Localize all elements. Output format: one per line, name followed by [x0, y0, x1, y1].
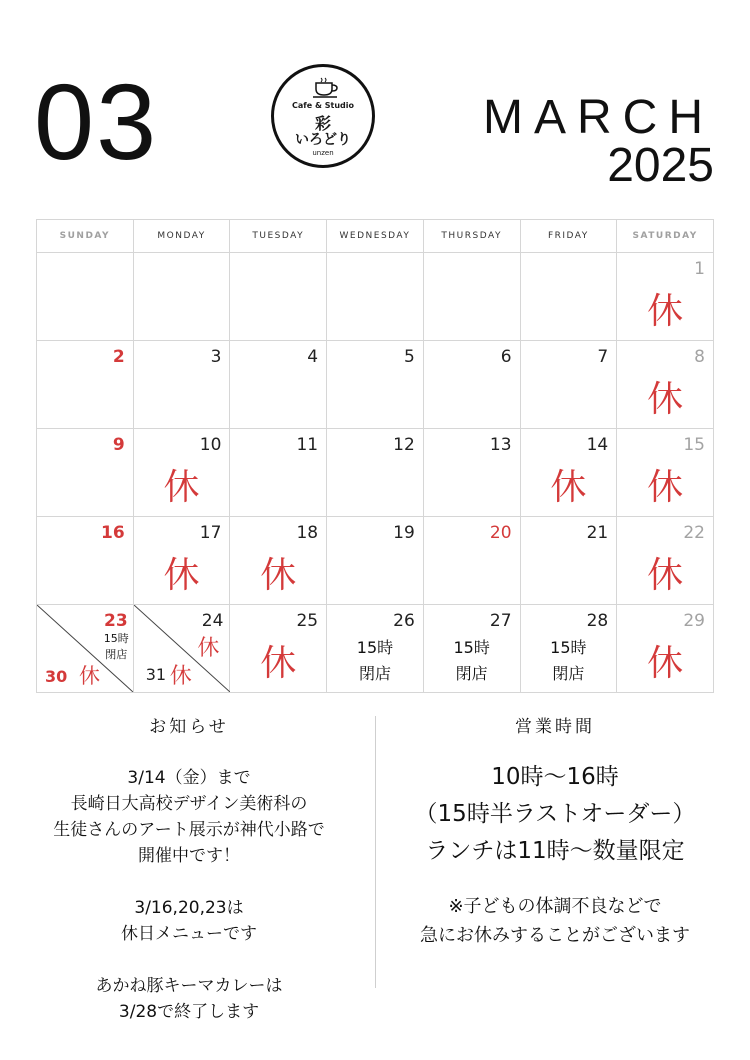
day-number: 13 — [489, 435, 512, 455]
day-number: 10 — [199, 435, 222, 455]
logo-line2: 彩 — [314, 114, 331, 133]
day-cell-6 — [423, 341, 520, 429]
day-cell-26 — [327, 605, 424, 693]
hours-lines: 10時〜16時 （15時半ラストオーダー） ランチは11時〜数量限定 — [414, 764, 696, 864]
day-cell-empty — [327, 253, 424, 341]
day-cell-13 — [423, 429, 520, 517]
day-number: 14 — [586, 435, 609, 455]
day-number: 28 — [586, 611, 609, 631]
day-number: 1 — [694, 259, 705, 279]
day-cell-20 — [423, 517, 520, 605]
notice-paragraph: あかね豚キーマカレーは 3/28で終了します — [95, 976, 283, 1022]
section-divider — [375, 716, 376, 988]
day-cell-19 — [327, 517, 424, 605]
weekday-wednesday: WEDNESDAY — [327, 220, 424, 253]
weekday-monday: MONDAY — [133, 220, 230, 253]
week-row — [37, 341, 714, 429]
day-number: 5 — [403, 347, 415, 367]
early-close-note: 15時 閉店 — [356, 638, 394, 683]
closed-mark: 休 — [647, 291, 684, 332]
day-cell-7 — [520, 341, 617, 429]
day-number: 26 — [393, 611, 415, 631]
closed-mark: 休 — [647, 467, 684, 508]
day-cell-9 — [37, 429, 134, 517]
day-number: 3 — [210, 347, 222, 367]
day-cell-17 — [133, 517, 230, 605]
day-cell-1 — [617, 253, 714, 341]
week-row — [37, 429, 714, 517]
day-number: 24 — [201, 611, 224, 631]
day-cell-empty — [133, 253, 230, 341]
day-number: 25 — [296, 611, 319, 631]
closed-mark: 休 — [163, 467, 200, 508]
day-cell-11 — [230, 429, 327, 517]
closed-mark: 休 — [197, 636, 220, 661]
day-cell-10 — [133, 429, 230, 517]
coffee-cup-icon — [311, 77, 341, 99]
weekday-tuesday: TUESDAY — [230, 220, 327, 253]
day-cell-25 — [230, 605, 327, 693]
hours-note: ※子どもの体調不良などで 急にお休みすることがございます — [420, 896, 690, 946]
year: 2025 — [607, 139, 714, 192]
day-cell-24-31 — [133, 605, 230, 693]
weekday-thursday: THURSDAY — [423, 220, 520, 253]
weekday-sunday: SUNDAY — [37, 220, 134, 253]
week-row — [37, 253, 714, 341]
day-cell-empty — [520, 253, 617, 341]
day-cell-28 — [520, 605, 617, 693]
day-cell-empty — [423, 253, 520, 341]
closed-mark: 休 — [169, 664, 192, 689]
day-number: 18 — [296, 523, 319, 543]
day-number: 20 — [489, 523, 512, 543]
day-number: 22 — [683, 523, 705, 543]
day-number: 7 — [597, 347, 609, 367]
day-number: 15 — [683, 435, 705, 455]
closed-mark: 休 — [647, 643, 684, 684]
day-cell-empty — [37, 253, 134, 341]
weekday-friday: FRIDAY — [520, 220, 617, 253]
day-number: 12 — [393, 435, 415, 455]
closed-mark: 休 — [647, 379, 684, 420]
closed-mark: 休 — [260, 555, 297, 596]
day-cell-16 — [37, 517, 134, 605]
notice-title: お知らせ — [149, 717, 229, 737]
day-number: 29 — [683, 611, 705, 631]
hours-title: 営業時間 — [515, 717, 595, 737]
week-row — [37, 517, 714, 605]
day-number: 9 — [112, 435, 125, 455]
closed-mark: 休 — [163, 555, 200, 596]
month-name: MARCH — [483, 91, 714, 144]
hours-section — [380, 712, 730, 950]
day-number: 17 — [199, 523, 222, 543]
early-close-note: 15時 閉店 — [550, 638, 587, 683]
day-cell-8 — [617, 341, 714, 429]
day-cell-27 — [423, 605, 520, 693]
closed-mark: 休 — [647, 555, 684, 596]
logo-line4: unzen — [312, 149, 334, 157]
day-number: 31 — [145, 665, 167, 684]
closed-mark: 休 — [260, 643, 297, 684]
logo-line1: Cafe & Studio — [292, 101, 354, 110]
weekday-header-row — [37, 220, 714, 253]
calendar-grid — [36, 219, 714, 693]
day-number: 2 — [112, 347, 125, 367]
day-number: 16 — [101, 523, 125, 543]
day-cell-12 — [327, 429, 424, 517]
notice-paragraph: 3/16,20,23は 休日メニューです — [121, 898, 257, 944]
day-cell-4 — [230, 341, 327, 429]
day-number: 30 — [45, 667, 68, 686]
weekday-saturday: SATURDAY — [617, 220, 714, 253]
day-cell-15 — [617, 429, 714, 517]
day-cell-21 — [520, 517, 617, 605]
day-cell-3 — [133, 341, 230, 429]
notice-paragraph: 3/14（金）まで 長崎日大高校デザイン美術科の 生徒さんのアート展示が神代小路で 開催中です！ — [53, 768, 325, 866]
day-number: 19 — [393, 523, 415, 543]
notice-section — [20, 712, 358, 1051]
logo-line3: いろどり — [295, 132, 351, 148]
closed-mark: 休 — [79, 664, 100, 688]
early-close-note: 15時 閉店 — [453, 638, 490, 683]
day-number: 27 — [489, 611, 512, 631]
day-number: 8 — [694, 347, 705, 367]
day-cell-14 — [520, 429, 617, 517]
closed-mark: 休 — [550, 467, 587, 508]
day-number: 23 — [104, 611, 128, 631]
day-number: 6 — [500, 347, 512, 367]
day-cell-22 — [617, 517, 714, 605]
day-cell-29 — [617, 605, 714, 693]
day-cell-18 — [230, 517, 327, 605]
cafe-logo — [271, 64, 375, 168]
day-cell-empty — [230, 253, 327, 341]
day-cell-5 — [327, 341, 424, 429]
day-number: 4 — [307, 347, 319, 367]
day-number: 21 — [586, 523, 609, 543]
day-cell-23-30 — [37, 605, 134, 693]
early-close-note: 15時 閉店 — [103, 632, 129, 661]
day-cell-2 — [37, 341, 134, 429]
day-number: 11 — [296, 435, 319, 455]
week-row — [37, 605, 714, 693]
month-number: 03 — [34, 61, 159, 182]
